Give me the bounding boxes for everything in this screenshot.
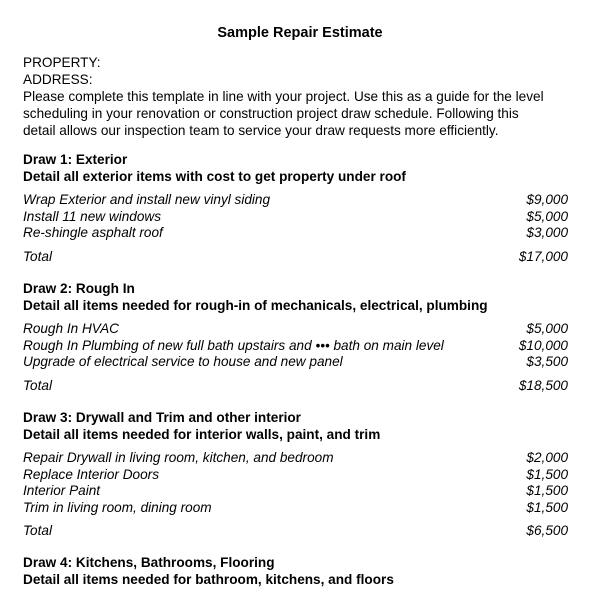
total-amount: $17,000 [518, 248, 568, 264]
line-items [23, 450, 568, 516]
item-label: Upgrade of electrical service to house and new panel [23, 354, 343, 369]
line-item [23, 225, 568, 242]
item-amount: $5,000 [526, 208, 568, 224]
line-items [23, 321, 568, 371]
total-row [23, 378, 568, 395]
line-item [23, 467, 568, 484]
item-label: Wrap Exterior and install new vinyl siding [23, 192, 271, 207]
item-label: Interior Paint [23, 483, 101, 498]
line-item [23, 483, 568, 500]
item-amount: $2,000 [526, 450, 568, 465]
draw-section-1 [23, 151, 568, 265]
draw-heading: Draw 4: Kitchens, Bathrooms, Flooring [23, 555, 275, 570]
line-item [23, 500, 568, 517]
line-items [23, 192, 568, 242]
document-title: Sample Repair Estimate [217, 25, 383, 41]
item-amount: $1,500 [526, 466, 568, 482]
intro-text-line: detail allows our inspection team to service your draw requests more efficiently. [23, 123, 499, 138]
draw-heading: Draw 3: Drywall and Trim and other interior [23, 410, 301, 425]
item-label: Rough In HVAC [23, 321, 119, 336]
draw-heading: Draw 2: Rough In [23, 281, 135, 296]
item-amount: $1,500 [526, 499, 568, 515]
total-label: Total [23, 377, 52, 393]
draw-detail: Detail all items needed for rough-in of mechanicals, electrical, plumbing [23, 298, 488, 313]
line-item [23, 321, 568, 338]
item-label: Trim in living room, dining room [23, 499, 212, 515]
item-label: Install 11 new windows [23, 208, 162, 224]
total-label: Total [23, 523, 52, 538]
draw-section-2 [23, 280, 568, 394]
property-label: PROPERTY: [23, 55, 101, 70]
item-amount: $9,000 [526, 192, 568, 207]
line-item [23, 338, 568, 355]
intro-text-line: scheduling in your renovation or construction project draw schedule. Following this [23, 106, 519, 121]
item-amount: $3,500 [526, 354, 568, 369]
total-label: Total [23, 248, 52, 264]
item-label: Repair Drywall in living room, kitchen, and bedroom [23, 450, 334, 465]
total-row [23, 523, 568, 540]
draw-section-4 [23, 554, 568, 588]
item-label: Replace Interior Doors [23, 466, 159, 482]
line-item [23, 354, 568, 371]
draw-detail: Detail all items needed for bathroom, kitchens, and floors [23, 572, 394, 587]
item-amount: $10,000 [518, 337, 568, 353]
draw-detail: Detail all exterior items with cost to get property under roof [23, 169, 406, 184]
item-amount: $1,500 [526, 483, 568, 498]
item-amount: $3,000 [526, 225, 568, 240]
address-label: ADDRESS: [23, 72, 93, 87]
draw-detail: Detail all items needed for interior walls, paint, and trim [23, 427, 381, 442]
item-label: Rough In Plumbing of new full bath upstairs and ••• bath on main level [23, 337, 444, 353]
line-item [23, 450, 568, 467]
item-amount: $5,000 [526, 321, 568, 336]
intro-block [23, 54, 583, 139]
draw-heading: Draw 1: Exterior [23, 152, 128, 167]
intro-text-line: Please complete this template in line with your project. Use this as a guide for the level [23, 89, 544, 104]
line-item [23, 192, 568, 209]
draw-section-3 [23, 409, 568, 540]
total-amount: $18,500 [518, 377, 568, 393]
total-row [23, 249, 568, 266]
total-amount: $6,500 [526, 523, 568, 538]
item-label: Re-shingle asphalt roof [23, 225, 163, 240]
line-item [23, 209, 568, 226]
